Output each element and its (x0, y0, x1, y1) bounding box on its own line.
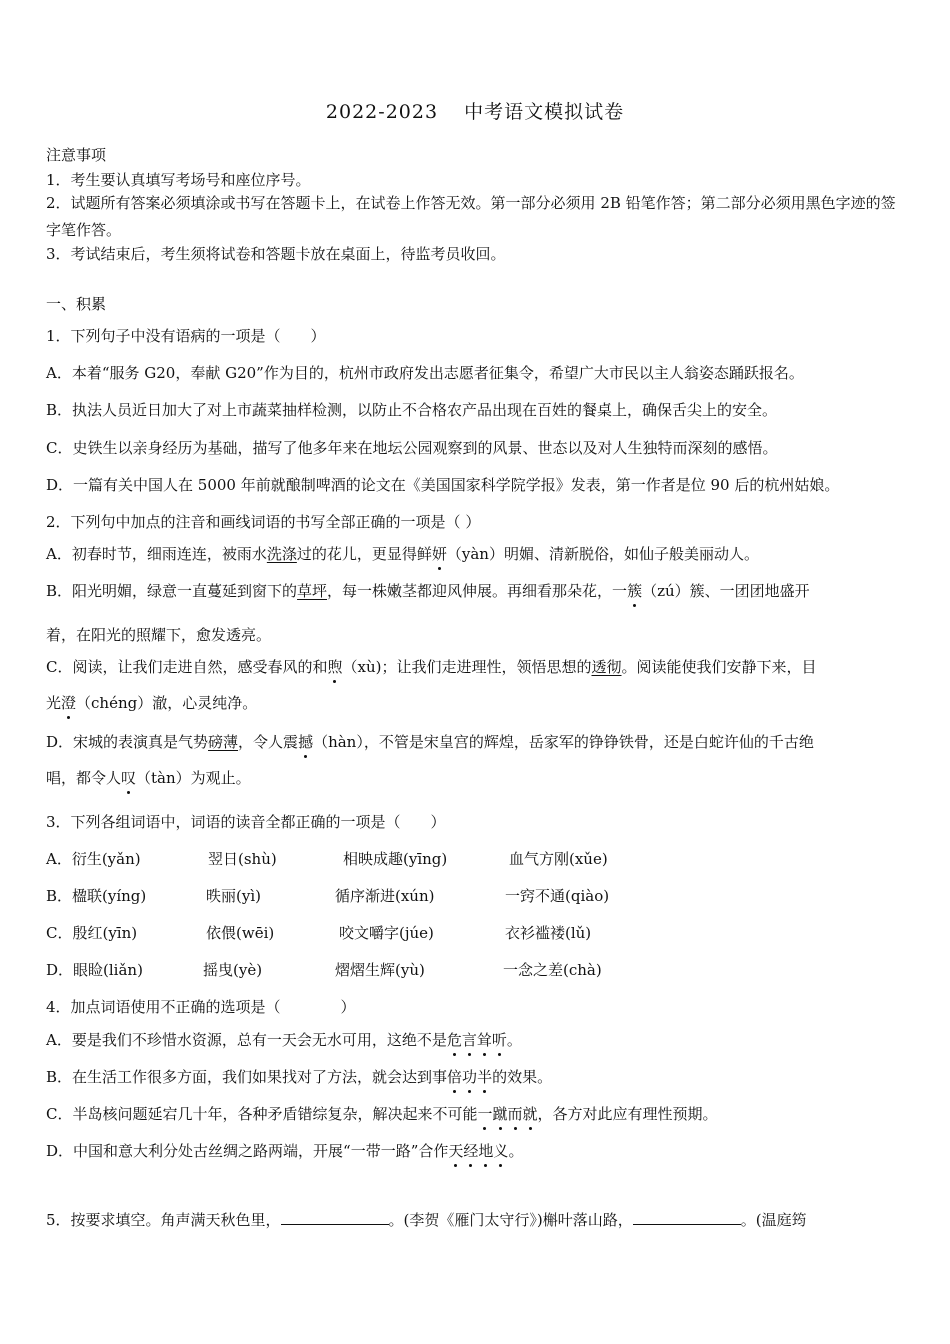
q2-b-dotted-char: 簇 (627, 582, 643, 600)
dotted-char: 地 (478, 1142, 494, 1160)
dotted-char: 一 (477, 1105, 493, 1123)
q5-fill-in (46, 1209, 807, 1230)
q2-c-dotted-char: 煦 (327, 658, 343, 676)
dotted-char: 义 (493, 1142, 509, 1160)
q3-word: 血气方刚(xǔe) (509, 850, 608, 868)
dotted-char: 就 (522, 1105, 538, 1123)
q3-word: 咬文嚼字(júe) (339, 924, 434, 942)
q3-word: 衣衫褴褛(lǔ) (505, 924, 592, 942)
q3-word: 一窍不通(qiào) (505, 887, 610, 905)
q2-c-dotted-char: 澄 (61, 694, 77, 712)
q2-d-text: （tàn）为观止。 (136, 769, 251, 787)
dotted-char: 天 (448, 1142, 464, 1160)
page-title (0, 97, 950, 124)
q5-text: 。(李贺《雁门太守行》)槲叶落山路， (388, 1211, 633, 1229)
q3-word: 依偎(wēi) (206, 924, 275, 942)
dotted-char: 危 (446, 1031, 462, 1049)
notice-item-1: 1．考生要认真填写考场号和座位序号。 (46, 171, 311, 189)
q1-option-d: D．一篇有关中国人在 5000 年前就酿制啤酒的论文在《美国国家科学院学报》发表，第一作者是位 90 后的杭州姑娘。 (46, 476, 840, 494)
q2-a-text: （yàn）明媚、清新脱俗，如仙子般美丽动人。 (446, 545, 759, 563)
q1-option-b: B．执法人员近日加大了对上市蔬菜抽样检测，以防止不合格农产品出现在百姓的餐桌上，确保舌尖上的安全。 (46, 401, 778, 419)
q4-d-text: D．中国和意大利分处古丝绸之路两端，开展“一带一路”合作 (46, 1142, 449, 1160)
q2-b-underlined-word: 草坪 (297, 582, 328, 600)
q3-word: A．衍生(yǎn) (46, 850, 141, 868)
q1-stem: 1．下列句子中没有语病的一项是（ ） (46, 327, 326, 345)
notice-item-3: 3．考试结束后，考生须将试卷和答题卡放在桌面上，待监考员收回。 (46, 245, 506, 263)
q4-b-dotted-phrase (447, 1068, 492, 1086)
q3-word: 摇曳(yè) (203, 961, 263, 979)
q2-option-a (46, 543, 759, 564)
q2-a-underlined-word: 洗涤 (266, 545, 297, 563)
q2-b-text: ，每一株嫩茎都迎风伸展。再细看那朵花，一 (327, 582, 628, 600)
q4-c-text: ，各方对此应有理性预期。 (537, 1105, 718, 1123)
q5-text: 。(温庭筠 (740, 1211, 807, 1229)
q2-option-d-line2 (46, 767, 251, 788)
q2-d-text: ，令人震 (238, 733, 299, 751)
q2-option-b-line2: 着，在阳光的照耀下，愈发透亮。 (46, 626, 272, 644)
q2-c-text: （xù)；让我们走进理性，领悟思想的 (342, 658, 592, 676)
q2-option-c-line2 (46, 692, 257, 713)
q2-c-text: （chéng）澈，心灵纯净。 (76, 694, 258, 712)
dotted-char: 而 (507, 1105, 523, 1123)
q2-option-d (46, 731, 814, 752)
q4-option-c (46, 1103, 718, 1124)
dotted-char: 经 (463, 1142, 479, 1160)
q3-word: B．楹联(yíng) (46, 887, 147, 905)
q4-a-dotted-phrase (447, 1031, 507, 1049)
dotted-char: 言 (461, 1031, 477, 1049)
q2-c-underlined-word: 透彻 (591, 658, 622, 676)
q2-a-dotted-char: 妍 (431, 545, 447, 563)
q2-stem: 2．下列句中加点的注音和画线词语的书写全部正确的一项是（ ） (46, 513, 481, 531)
q3-word: 相映成趣(yīng) (343, 850, 448, 868)
q5-text: 5．按要求填空。角声满天秋色里， (46, 1211, 281, 1229)
q4-stem: 4．加点词语使用不正确的选项是（ ） (46, 998, 356, 1016)
q3-stem: 3．下列各组词语中，词语的读音全都正确的一项是（ ） (46, 813, 446, 831)
q4-option-d (46, 1140, 523, 1161)
q4-b-text: B．在生活工作很多方面，我们如果找对了方法，就会达到事 (46, 1068, 448, 1086)
q2-d-dotted-char: 叹 (121, 769, 137, 787)
dotted-char: 听 (491, 1031, 507, 1049)
q2-c-text: 光 (46, 694, 62, 712)
exam-years: 2022-2023 (325, 101, 439, 123)
section-heading: 一、积累 (46, 295, 107, 313)
dotted-char: 功 (462, 1068, 478, 1086)
q4-b-text: 的效果。 (492, 1068, 553, 1086)
q3-word: 熠熠生辉(yù) (335, 961, 425, 979)
dotted-char: 耸 (476, 1031, 492, 1049)
q2-d-dotted-char: 撼 (298, 733, 314, 751)
q5-blank-2[interactable] (633, 1210, 741, 1225)
q2-a-text: A．初春时节，细雨连连，被雨水 (46, 545, 267, 563)
q1-option-c: C．史铁生以亲身经历为基础，描写了他多年来在地坛公园观察到的风景、世态以及对人生独特而深刻的感悟。 (46, 439, 778, 457)
notice-heading: 注意事项 (46, 146, 107, 164)
q3-word: C．殷红(yīn) (46, 924, 138, 942)
q4-a-text: A．要是我们不珍惜水资源，总有一天会无水可用，这绝不是 (46, 1031, 447, 1049)
q5-blank-1[interactable] (281, 1210, 389, 1225)
q2-c-text: 。阅读能使我们安静下来，目 (621, 658, 817, 676)
notice-item-2: 2．试题所有答案必须填涂或书写在答题卡上，在试卷上作答无效。第一部分必须用 2B 铅笔作答；第二部分必须用黑色字迹的签字笔作答。 (46, 194, 896, 239)
q2-d-underlined-word: 磅薄 (208, 733, 239, 751)
q2-d-text: 唱，都令人 (46, 769, 122, 787)
q2-c-text: C．阅读，让我们走进自然，感受春风的和 (46, 658, 328, 676)
dotted-char: 蹴 (492, 1105, 508, 1123)
q1-option-a: A．本着“服务 G20，奉献 G20”作为目的，杭州市政府发出志愿者征集令，希望广大市民以主人翁姿态踊跃报名。 (46, 364, 804, 382)
q4-c-text: C．半岛核问题延宕几十年，各种矛盾错综复杂，解决起来不可能 (46, 1105, 478, 1123)
q2-d-text: D．宋城的表演真是气势 (46, 733, 209, 751)
q3-word: 昳丽(yì) (206, 887, 261, 905)
q2-b-text: B．阳光明媚，绿意一直蔓延到窗下的 (46, 582, 298, 600)
q3-word: 翌日(shù) (208, 850, 277, 868)
q2-a-text: 过的花儿，更显得鲜 (296, 545, 432, 563)
q4-d-text: 。 (508, 1142, 524, 1160)
q4-c-dotted-phrase (477, 1105, 537, 1123)
q2-d-text: （hàn），不管是宋皇宫的辉煌，岳家军的铮铮铁骨，还是白蛇许仙的千古绝 (313, 733, 814, 751)
q3-word: 循序渐进(xún) (335, 887, 435, 905)
q4-option-a (46, 1029, 522, 1050)
dotted-char: 倍 (447, 1068, 463, 1086)
q2-option-b (46, 580, 810, 601)
q4-d-dotted-phrase (448, 1142, 508, 1160)
q4-a-text: 。 (506, 1031, 522, 1049)
dotted-char: 半 (477, 1068, 493, 1086)
q3-word: D．眼睑(liǎn) (46, 961, 143, 979)
q2-option-c (46, 656, 817, 677)
q3-word: 一念之差(chà) (503, 961, 602, 979)
q4-option-b (46, 1066, 552, 1087)
exam-name: 中考语文模拟试卷 (464, 101, 625, 123)
q2-b-text: （zú）簇、一团团地盛开 (642, 582, 810, 600)
